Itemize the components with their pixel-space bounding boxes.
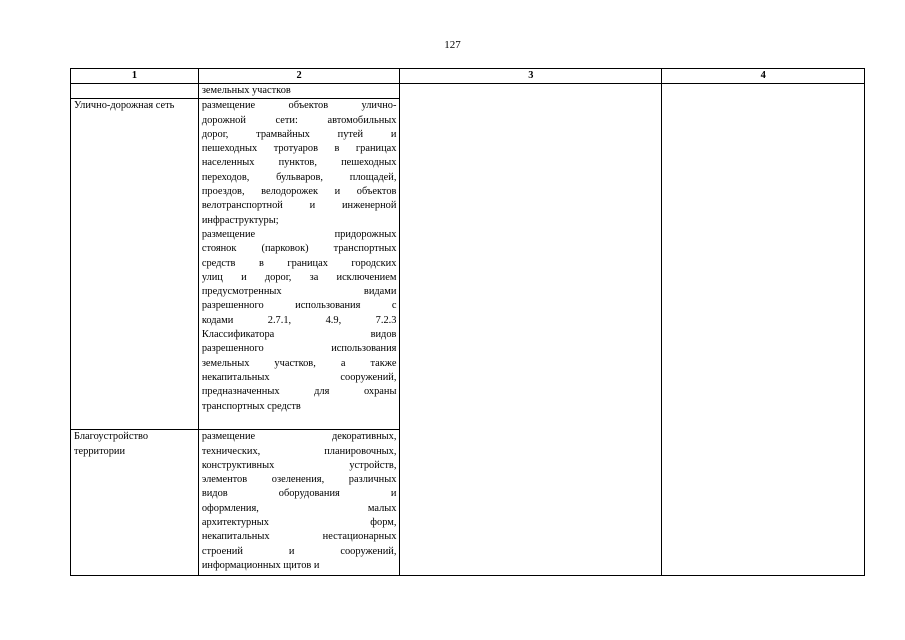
- continuation-name-cell: [71, 84, 199, 99]
- column-3-cell: [400, 84, 662, 576]
- description-line: земельных участков, а также: [201, 357, 397, 369]
- description-line: технических, планировочных,: [201, 445, 397, 457]
- description-line: пешеходных тротуаров в границах: [201, 143, 397, 155]
- description-line: разрешенного использования с: [201, 300, 397, 312]
- description-line: размещение декоративных,: [201, 431, 397, 443]
- description-line: предусмотренных видами: [201, 286, 397, 298]
- description-line: некапитальных нестационарных: [201, 531, 397, 543]
- description-line: оформления, малых: [201, 502, 397, 514]
- description-line: некапитальных сооружений,: [201, 371, 397, 383]
- continuation-row: [71, 84, 865, 99]
- column-header-2: 2: [198, 69, 400, 84]
- description-line: предназначенных для охраны: [201, 386, 397, 398]
- description-line: дорожной сети: автомобильных: [201, 114, 397, 126]
- description-line: размещение придорожных: [201, 228, 397, 240]
- column-header-4: 4: [662, 69, 865, 84]
- description-line: населенных пунктов, пешеходных: [201, 157, 397, 169]
- description-line: конструктивных устройств,: [201, 459, 397, 471]
- row-description-cell: [198, 430, 400, 576]
- row-description-cell: [198, 99, 400, 430]
- description-line: переходов, бульваров, площадей,: [201, 171, 397, 183]
- column-header-3: 3: [400, 69, 662, 84]
- document-table: [70, 68, 865, 576]
- description-line: разрешенного использования: [201, 343, 397, 355]
- description-line: улиц и дорог, за исключением: [201, 271, 397, 283]
- description-line: архитектурных форм,: [201, 517, 397, 529]
- page-number: 127: [444, 39, 461, 51]
- description-line: Классификатора видов: [201, 329, 397, 341]
- description-line: видов оборудования и: [201, 488, 397, 500]
- description-line: стоянок (парковок) транспортных: [201, 243, 397, 255]
- description-line: строений и сооружений,: [201, 545, 397, 557]
- column-header-1: 1: [71, 69, 199, 84]
- row-name-cell: Благоустройство территории: [71, 430, 199, 576]
- table-header-row: [71, 69, 865, 84]
- description-line: элементов озеленения, различных: [201, 474, 397, 486]
- description-line: проездов, велодорожек и объектов: [201, 186, 397, 198]
- row-name-cell: Улично-дорожная сеть: [71, 99, 199, 430]
- description-line: дорог, трамвайных путей и: [201, 128, 397, 140]
- continuation-text-cell: земельных участков: [198, 84, 400, 99]
- description-line: информационных щитов и: [201, 559, 320, 571]
- column-4-cell: [662, 84, 865, 576]
- description-line: транспортных средств: [201, 400, 301, 412]
- description-line: средств в границах городских: [201, 257, 397, 269]
- description-line: инфраструктуры;: [201, 214, 279, 226]
- description-line: велотранспортной и инженерной: [201, 200, 397, 212]
- description-line: размещение объектов улично-: [201, 100, 397, 112]
- description-line: кодами 2.7.1, 4.9, 7.2.3: [201, 314, 397, 326]
